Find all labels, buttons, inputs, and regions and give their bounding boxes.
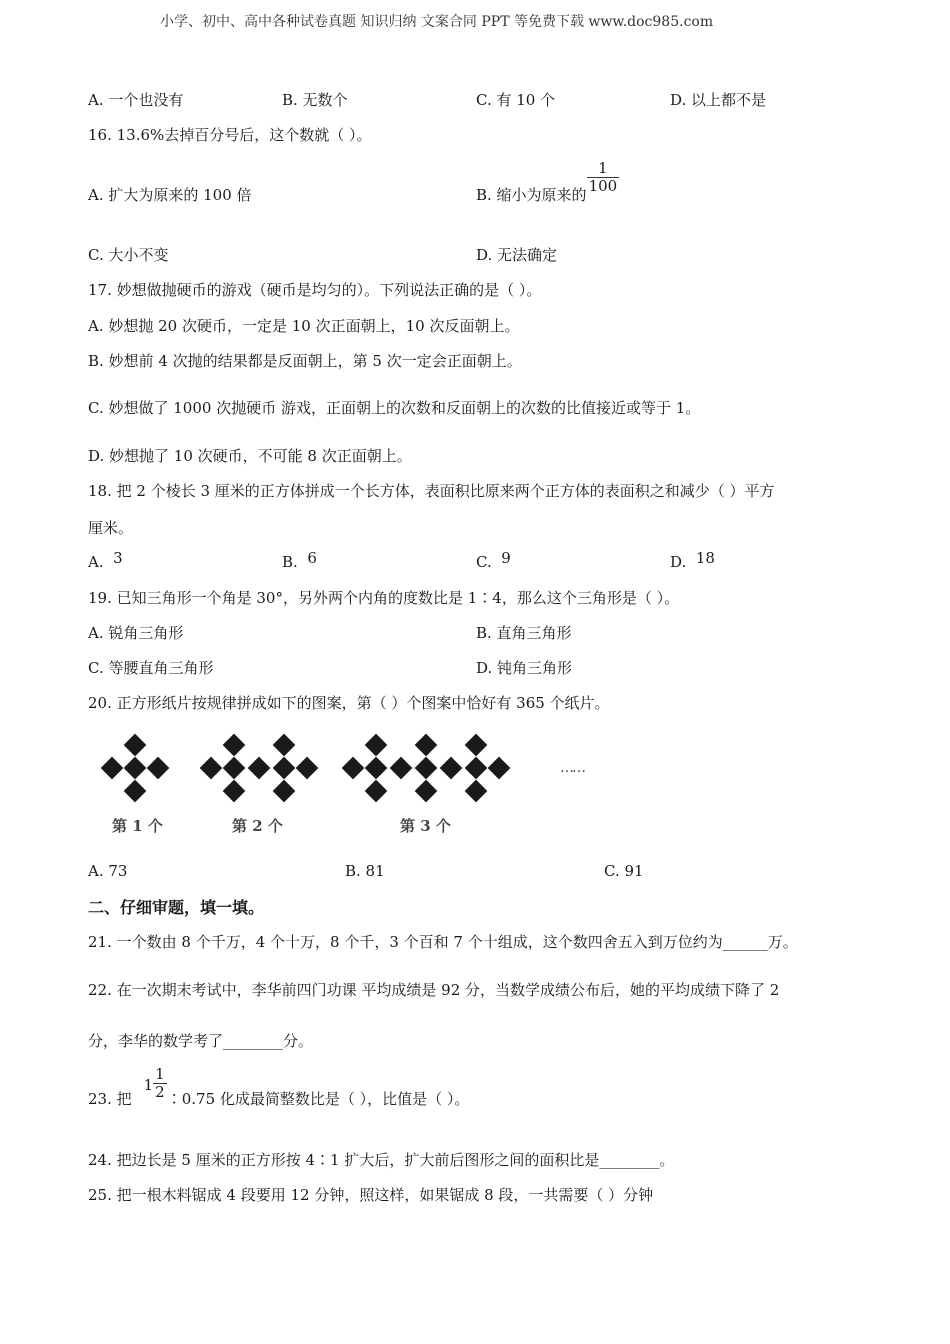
square-tile: [200, 757, 223, 780]
q19-option-a: A. 锐角三角形: [88, 624, 184, 642]
q22-line1: 22. 在一次期末考试中，李华前四门功课 平均成绩是 92 分，当数学成绩公布后，她的平均成绩下降了 2: [88, 981, 780, 999]
q15-option-b: B. 无数个: [282, 91, 348, 109]
q18-stem-line1: 18. 把 2 个棱长 3 厘米的正方体拼成一个长方体，表面积比原来两个正方体的表面积之和减少（ ）平方: [88, 482, 775, 500]
square-tile: [273, 734, 296, 757]
q18-option-d: [670, 549, 715, 571]
option-label: B.: [282, 553, 298, 571]
square-tile: [415, 734, 438, 757]
q20-option-c: C. 91: [604, 862, 644, 880]
square-tile: [390, 757, 413, 780]
option-value: 3: [113, 549, 123, 567]
q18-option-a: [88, 549, 123, 571]
square-tile: [415, 757, 438, 780]
fraction-numerator: 1: [587, 160, 620, 178]
q18-option-c: [476, 549, 511, 571]
square-tile: [365, 780, 388, 803]
q25-text: 25. 把一根木料锯成 4 段要用 12 分钟，照这样，如果锯成 8 段，一共需要（ ）分钟: [88, 1186, 654, 1204]
fraction-denominator: 100: [588, 176, 618, 195]
square-tile: [488, 757, 511, 780]
q16-option-b-label: B. 缩小为原来的: [476, 186, 587, 204]
q16-option-b: [476, 160, 619, 204]
section-2-title: 二、仔细审题，填一填。: [88, 898, 265, 917]
option-value: 18: [695, 549, 715, 567]
q15-option-d: D. 以上都不是: [670, 91, 767, 109]
q17-stem: 17. 妙想做抛硬币的游戏（硬币是均匀的）。下列说法正确的是（ ）。: [88, 281, 542, 299]
q19-option-b: B. 直角三角形: [476, 624, 572, 642]
square-tile: [124, 780, 147, 803]
q17-option-a: A. 妙想抛 20 次硬币，一定是 10 次正面朝上，10 次反面朝上。: [88, 317, 520, 335]
pattern-1: [101, 734, 170, 803]
square-tile: [223, 734, 246, 757]
square-tile: [273, 757, 296, 780]
q15-option-a: A. 一个也没有: [88, 91, 184, 109]
pattern-2-caption: 第 2 个: [232, 817, 283, 835]
fraction-denominator: 2: [155, 1082, 165, 1101]
option-label: D.: [670, 553, 687, 571]
q24-text: 24. 把边长是 5 厘米的正方形按 4∶1 扩大后，扩大前后图形之间的面积比是________。: [88, 1151, 675, 1169]
q16-option-a: A. 扩大为原来的 100 倍: [88, 186, 252, 204]
square-tile: [415, 780, 438, 803]
q19-option-d: D. 钝角三角形: [476, 659, 573, 677]
q20-option-b: B. 81: [345, 862, 385, 880]
square-tile: [273, 780, 296, 803]
q16-option-d: D. 无法确定: [476, 246, 558, 264]
q20-option-a: A. 73: [88, 862, 128, 880]
mixed-number-whole: 1: [143, 1076, 154, 1094]
q16-fraction: [587, 160, 620, 194]
square-tile: [365, 734, 388, 757]
square-tile: [465, 757, 488, 780]
option-label: C.: [476, 553, 492, 571]
q18-option-b: [282, 549, 317, 571]
pattern-3-caption: 第 3 个: [400, 817, 451, 835]
square-tile: [223, 757, 246, 780]
page-header: 小学、初中、高中各种试卷真题 知识归纳 文案合同 PPT 等免费下载 www.doc985.com: [160, 14, 714, 30]
q17-option-d: D. 妙想抛了 10 次硬币，不可能 8 次正面朝上。: [88, 447, 412, 465]
square-tile: [124, 734, 147, 757]
q22-line2: 分，李华的数学考了________分。: [88, 1032, 314, 1050]
square-tile: [124, 757, 147, 780]
q21-text: 21. 一个数由 8 个千万，4 个十万，8 个千，3 个百和 7 个十组成，这个数四舍五入到万位约为______万。: [88, 933, 798, 951]
q23-suffix: ∶0.75 化成最简整数比是（ ），比值是（ ）。: [166, 1090, 470, 1108]
q16-option-c: C. 大小不变: [88, 246, 169, 264]
square-tile: [248, 757, 271, 780]
q19-stem: 19. 已知三角形一个角是 30°，另外两个内角的度数比是 1∶4，那么这个三角形是（ ）。: [88, 589, 680, 607]
q19-option-c: C. 等腰直角三角形: [88, 659, 214, 677]
pattern-ellipsis: ……: [560, 760, 584, 776]
q23-fraction: [153, 1066, 167, 1100]
q20-stem: 20. 正方形纸片按规律拼成如下的图案，第（ ）个图案中恰好有 365 个纸片。: [88, 694, 610, 712]
fraction-numerator: 1: [155, 1065, 165, 1083]
q15-option-c: C. 有 10 个: [476, 91, 556, 109]
square-tile: [147, 757, 170, 780]
pattern-2: [200, 734, 319, 803]
square-tile: [296, 757, 319, 780]
square-tile: [440, 757, 463, 780]
option-label: A.: [88, 553, 104, 571]
q16-stem: 16. 13.6%去掉百分号后，这个数就（ ）。: [88, 126, 372, 144]
q20-pattern-figure: [90, 725, 610, 840]
square-tile: [365, 757, 388, 780]
square-tile: [223, 780, 246, 803]
q17-option-c: C. 妙想做了 1000 次抛硬币 游戏，正面朝上的次数和反面朝上的次数的比值接近或等于 1。: [88, 399, 701, 417]
pattern-3: [342, 734, 511, 803]
square-tile: [342, 757, 365, 780]
q23-text: [88, 1066, 469, 1108]
pattern-1-caption: 第 1 个: [112, 817, 163, 835]
square-tile: [465, 780, 488, 803]
square-tile: [101, 757, 124, 780]
q18-stem-line2: 厘米。: [88, 519, 134, 537]
q17-option-b: B. 妙想前 4 次抛的结果都是反面朝上，第 5 次一定会正面朝上。: [88, 352, 522, 370]
option-value: 6: [307, 549, 317, 567]
square-tile: [465, 734, 488, 757]
option-value: 9: [501, 549, 511, 567]
q23-prefix: 23. 把: [88, 1090, 132, 1108]
